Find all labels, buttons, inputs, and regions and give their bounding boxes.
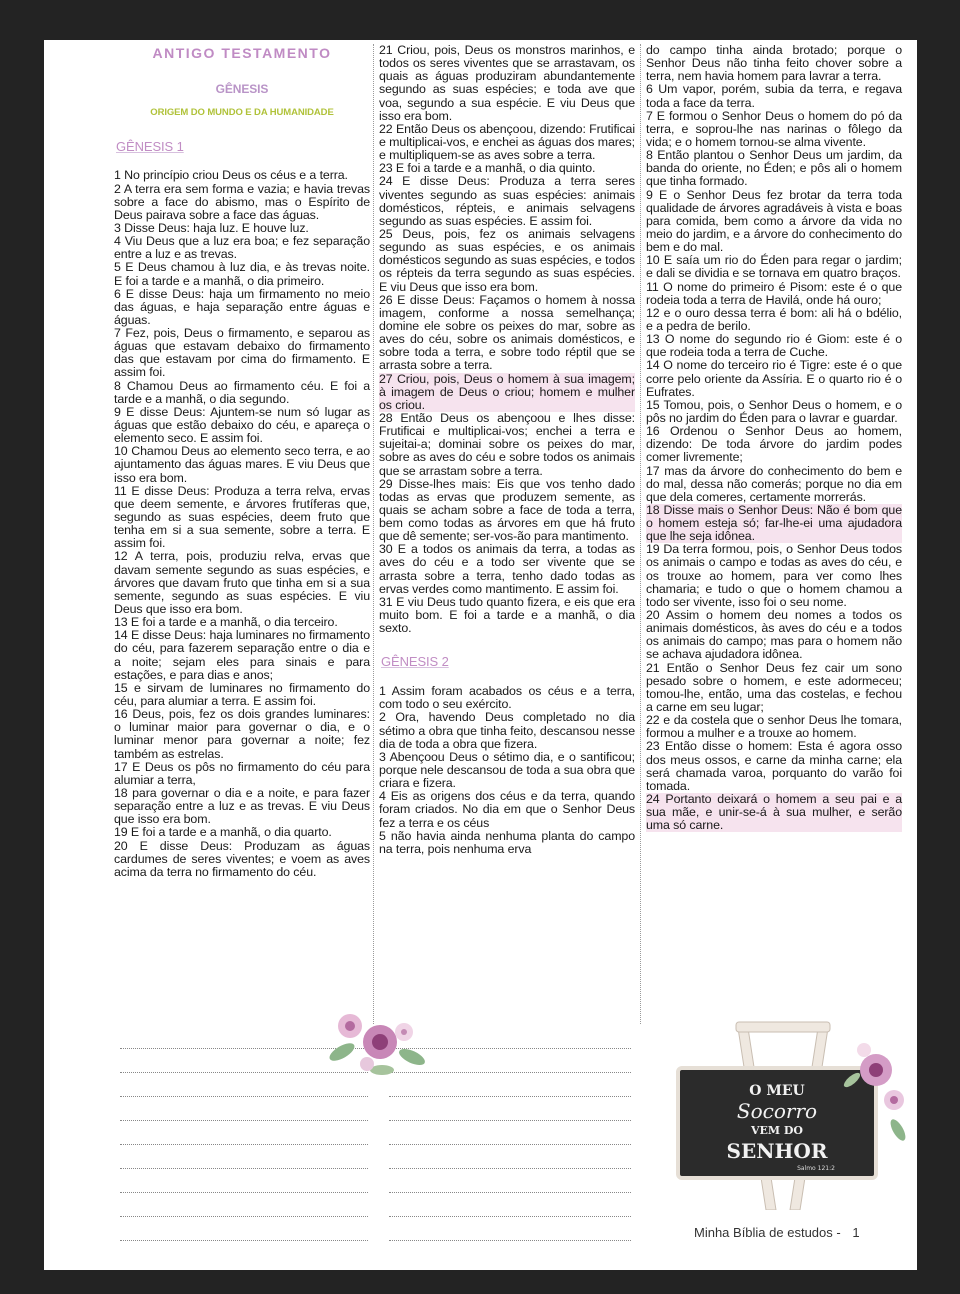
verse-highlighted: 27 Criou, pois, Deus o homem à sua imagem; à imagem de Deus o criou; homem e mulher os criou. (379, 371, 635, 412)
verse: 23 E foi a tarde e a manhã, o dia quinto. (379, 161, 596, 176)
verse: 2 Ora, havendo Deus completado no dia sétimo a obra que tinha feito, descansou nesse dia de toda a obra que fizera. (379, 710, 635, 751)
verse: 19 Da terra formou, pois, o Senhor Deus todos os animais o campo e todas as aves do céu, e os trouxe ao homem, para ver como lhes chamaria; e tudo o que o homem chamou a todo ser vivente, isso foi o seu nome. (646, 542, 902, 609)
verse: 1 No princípio criou Deus os céus e a terra. (114, 168, 348, 183)
verse: 31 E viu Deus tudo quanto fizera, e eis que era muito bom. E foi a tarde e a manhã, o dia sexto. (379, 594, 635, 636)
verse: 14 E disse Deus: haja luminares no firmamento do céu, para fazerem separação entre o dia e a noite; sejam eles para sinais e para estações, e para dias e anos; (114, 628, 370, 682)
verse: 2 A terra era sem forma e vazia; e havia trevas sobre a face do abismo, mas o Espírito de Deus pairava sobre a face das águas. (114, 181, 370, 222)
verse: 23 Então disse o homem: Esta é agora osso dos meus ossos, e carne da minha carne; ela será chamada varoa, porquanto do varão foi tomada. (646, 739, 902, 793)
verse: 18 para governar o dia e a noite, e para fazer separação entre a luz e as trevas. E viu Deus que isso era bom. (114, 785, 370, 827)
note-line (120, 1193, 368, 1217)
note-line (120, 1169, 368, 1193)
verse: 16 Ordenou o Senhor Deus ao homem, dizendo: De toda árvore do jardim podes comer livremente; (646, 424, 902, 465)
verse: 10 E saía um rio do Éden para regar o jardim; e dali se dividia e se tornava em quatro braços. (646, 253, 902, 281)
verse: 17 mas da árvore do conhecimento do bem e do mal, dessa não comerás; porque no dia em que dela comeres, certamente morrerás. (646, 463, 902, 504)
verse: 5 E Deus chamou à luz dia, e às trevas noite. E foi a tarde e a manhã, o dia primeiro. (114, 260, 370, 288)
verse: 6 E disse Deus: haja um firmamento no meio das águas, e haja separação entre águas e águas. (114, 286, 370, 327)
verse: 8 Chamou Deus ao firmamento céu. E foi a tarde e a manhã, o dia segundo. (114, 378, 370, 406)
page-footer (694, 1225, 860, 1240)
verse: 21 Criou, pois, Deus os monstros marinhos, e todos os seres viventes que se arrastavam, os quais as águas produziram abundantemente segundo as suas espécies; e toda ave que voa, segundo a sua espécie. E viu Deus que isso era bom. (379, 43, 635, 123)
verse: 10 Chamou Deus ao elemento seco terra, e ao ajuntamento das águas mares. E viu Deus que isso era bom. (114, 444, 370, 485)
verse: 15 Tomou, pois, o Senhor Deus o homem, e o pôs no jardim do Éden para o lavrar e guardar. (646, 397, 902, 425)
chalk-line-3: VEM DO (750, 1124, 804, 1137)
verse: 24 E disse Deus: Produza a terra seres viventes segundo as suas espécies: animais domésticos, répteis, e animais selvagens segundo as suas espécies. E assim foi. (379, 174, 635, 228)
verse: 17 E Deus os pôs no firmamento do céu para alumiar a terra, (114, 759, 370, 787)
chalk-line-2: Socorro (736, 1099, 818, 1123)
verse: 15 e sirvam de luminares no firmamento do céu, para alumiar a terra. E assim foi. (114, 680, 370, 708)
note-line (389, 1217, 631, 1241)
verse: 21 Então o Senhor Deus fez cair um sono pesado sobre o homem, e este adormeceu; tomou-lhe, então, uma das costelas, e fechou a carne em seu lugar; (646, 660, 902, 715)
verse: 25 Deus, pois, fez os animais selvagens segundo as suas espécies, e os animais domésticos segundo as suas espécies, e todos os répteis da terra segundo as suas espécies. E viu Deus que isso era bom. (379, 226, 635, 294)
verse: 11 E disse Deus: Produza a terra relva, ervas que deem semente, e árvores frutíferas que, segundo as suas espécies, deem fruto que tenha em si a sua semente, sobre a terra. E assim foi. (114, 483, 370, 551)
column-separator (373, 44, 374, 1024)
verse: 9 E o Senhor Deus fez brotar da terra toda qualidade de árvores agradáveis à vista e boas para comida, bem como a árvore da vida no meio do jardim, e a árvore do conhecimento do bem e do mal. (646, 187, 902, 255)
verse: 3 Abençoou Deus o sétimo dia, e o santificou; porque nele descansou de toda a sua obra que criara e fizera. (379, 749, 635, 791)
verse: 6 Um vapor, porém, subia da terra, e regava toda a face da terra. (646, 82, 902, 110)
column-3 (646, 44, 902, 832)
verse: 13 E foi a tarde e a manhã, o dia terceiro. (114, 615, 338, 630)
chalkboard-decoration (676, 1020, 916, 1210)
note-line (120, 1097, 368, 1121)
verse: 20 E disse Deus: Produzam as águas cardumes de seres viventes; e voem as aves acima da terra no firmamento do céu. (114, 838, 370, 879)
page-number: 1 (852, 1225, 860, 1240)
verse: 19 E foi a tarde e a manhã, o dia quarto. (114, 825, 332, 840)
verse: 4 Viu Deus que a luz era boa; e fez separação entre a luz e as trevas. (114, 234, 370, 262)
note-line (120, 1121, 368, 1145)
verse: 11 O nome do primeiro é Pisom: este é o que rodeia toda a terra de Havilá, onde há ouro; (646, 279, 902, 307)
verse-highlighted: 24 Portanto deixará o homem a seu pai e a sua mãe, e unir-se-á à sua mulher, e serão uma só carne. (646, 792, 902, 833)
column-1 (114, 44, 370, 879)
verse: 7 Fez, pois, Deus o firmamento, e separou as águas que estavam debaixo do firmamento das que estavam por cima do firmamento. E assim foi. (114, 326, 370, 380)
column-separator (640, 44, 641, 1024)
book-title: GÊNESIS (215, 81, 269, 96)
chalk-line-1: O MEU (749, 1083, 805, 1099)
note-line (389, 1145, 631, 1169)
verse: 7 E formou o Senhor Deus o homem do pó da terra, e soprou-lhe nas narinas o fôlego da vida; e o homem tornou-se alma vivente. (646, 108, 902, 149)
chalk-reference: Salmo 121:2 (797, 1165, 835, 1172)
verse: 14 O nome do terceiro rio é Tigre: este é o que corre pelo oriente da Assíria. E o quarto rio é o Eufrates. (646, 358, 902, 399)
verse: 12 e o ouro dessa terra é bom: ali há o bdélio, e a pedra de berilo. (646, 305, 902, 333)
footer-title: Minha Bíblia de estudos - (694, 1225, 841, 1240)
verse: 29 Disse-lhes mais: Eis que vos tenho dado todas as ervas que produzem semente, as quais se acham sobre a face de toda a terra, bem como todas as árvores em que há fruto que dê semente; ser-vos-ão para mantimento. (379, 476, 635, 544)
note-line (389, 1193, 631, 1217)
verse: 30 E a todos os animais da terra, a todas as aves do céu e a todo ser vivente que se arrasta sobre a terra, tenho dado todas as ervas verdes como mantimento. E assim foi. (379, 542, 635, 596)
verse: 9 E disse Deus: Ajuntem-se num só lugar as águas que estão debaixo do céu, e apareça o elemento seco. E assim foi. (114, 404, 370, 446)
verse: 5 não havia ainda nenhuma planta do campo na terra, pois nenhuma erva (379, 828, 635, 856)
verse: 22 Então Deus os abençoou, dizendo: Frutificai e multiplicai-vos, e enchei as águas dos mares; e multipliquem-se as aves sobre a terra. (379, 121, 635, 163)
verse: 22 e da costela que o senhor Deus lhe tomara, formou a mulher e a trouxe ao homem. (646, 713, 902, 741)
verse: 13 O nome do segundo rio é Giom: este é o que rodeia toda a terra de Cuche. (646, 332, 902, 360)
note-line (120, 1145, 368, 1169)
verse: 28 Então Deus os abençoou e lhes disse: Frutificai e multiplicai-vos; enchei a terra e sujeitai-a; dominai sobre os peixes do mar, sobre as aves do céu e sobre todos os animais que se arrastam sobre a terra. (379, 410, 635, 478)
verse: 20 Assim o homem deu nomes a todos os animais domésticos, às aves do céu e a todos os animais do campo; mas para o homem não se achava ajudadora idônea. (646, 608, 902, 662)
flower-decoration-icon (322, 1002, 432, 1082)
section-title: ANTIGO TESTAMENTO (152, 45, 332, 61)
verse-highlighted: 18 Disse mais o Senhor Deus: Não é bom que o homem esteja só; far-lhe-ei uma ajudadora que lhe seja idônea. (646, 502, 902, 544)
bible-page (44, 40, 917, 1270)
verse: 3 Disse Deus: haja luz. E houve luz. (114, 220, 309, 235)
verse: 4 Eis as origens dos céus e da terra, quando foram criados. No dia em que o Senhor Deus fez a terra e os céus (379, 789, 635, 830)
verse: 26 E disse Deus: Façamos o homem à nossa imagem, conforme a nossa semelhança; domine ele sobre os peixes do mar, sobre as aves do céu, sobre os animais domésticos, e sobre toda a terra, e sobre todo réptil que se arrasta sobre a terra. (379, 292, 635, 373)
chapter-heading: GÊNESIS 2 (381, 654, 449, 670)
chalk-line-4: SENHOR (726, 1139, 828, 1163)
verse: 16 Deus, pois, fez os dois grandes luminares: o luminar maior para governar o dia, e o luminar menor para governar a noite; fez também as estrelas. (114, 707, 370, 761)
note-line (389, 1097, 631, 1121)
verse: 1 Assim foram acabados os céus e a terra, com todo o seu exército. (379, 684, 635, 712)
verse: 12 A terra, pois, produziu relva, ervas que davam semente segundo as suas espécies, e árvores que davam fruto que tinha em si a sua semente, segundo as suas espécies. E viu Deus que isso era bom. (114, 549, 370, 617)
chapter-heading: GÊNESIS 1 (116, 138, 184, 154)
verse: 8 Então plantou o Senhor Deus um jardim, da banda do oriente, no Éden; e pôs ali o homem que tinha formado. (646, 148, 902, 189)
verse: do campo tinha ainda brotado; porque o Senhor Deus não tinha feito chover sobre a terra, nem havia homem para lavrar a terra. (646, 43, 902, 84)
note-line (389, 1121, 631, 1145)
note-line (120, 1217, 368, 1241)
book-subtitle: ORIGEM DO MUNDO E DA HUMANIDADE (150, 106, 334, 118)
note-line (389, 1169, 631, 1193)
column-2 (379, 44, 635, 856)
